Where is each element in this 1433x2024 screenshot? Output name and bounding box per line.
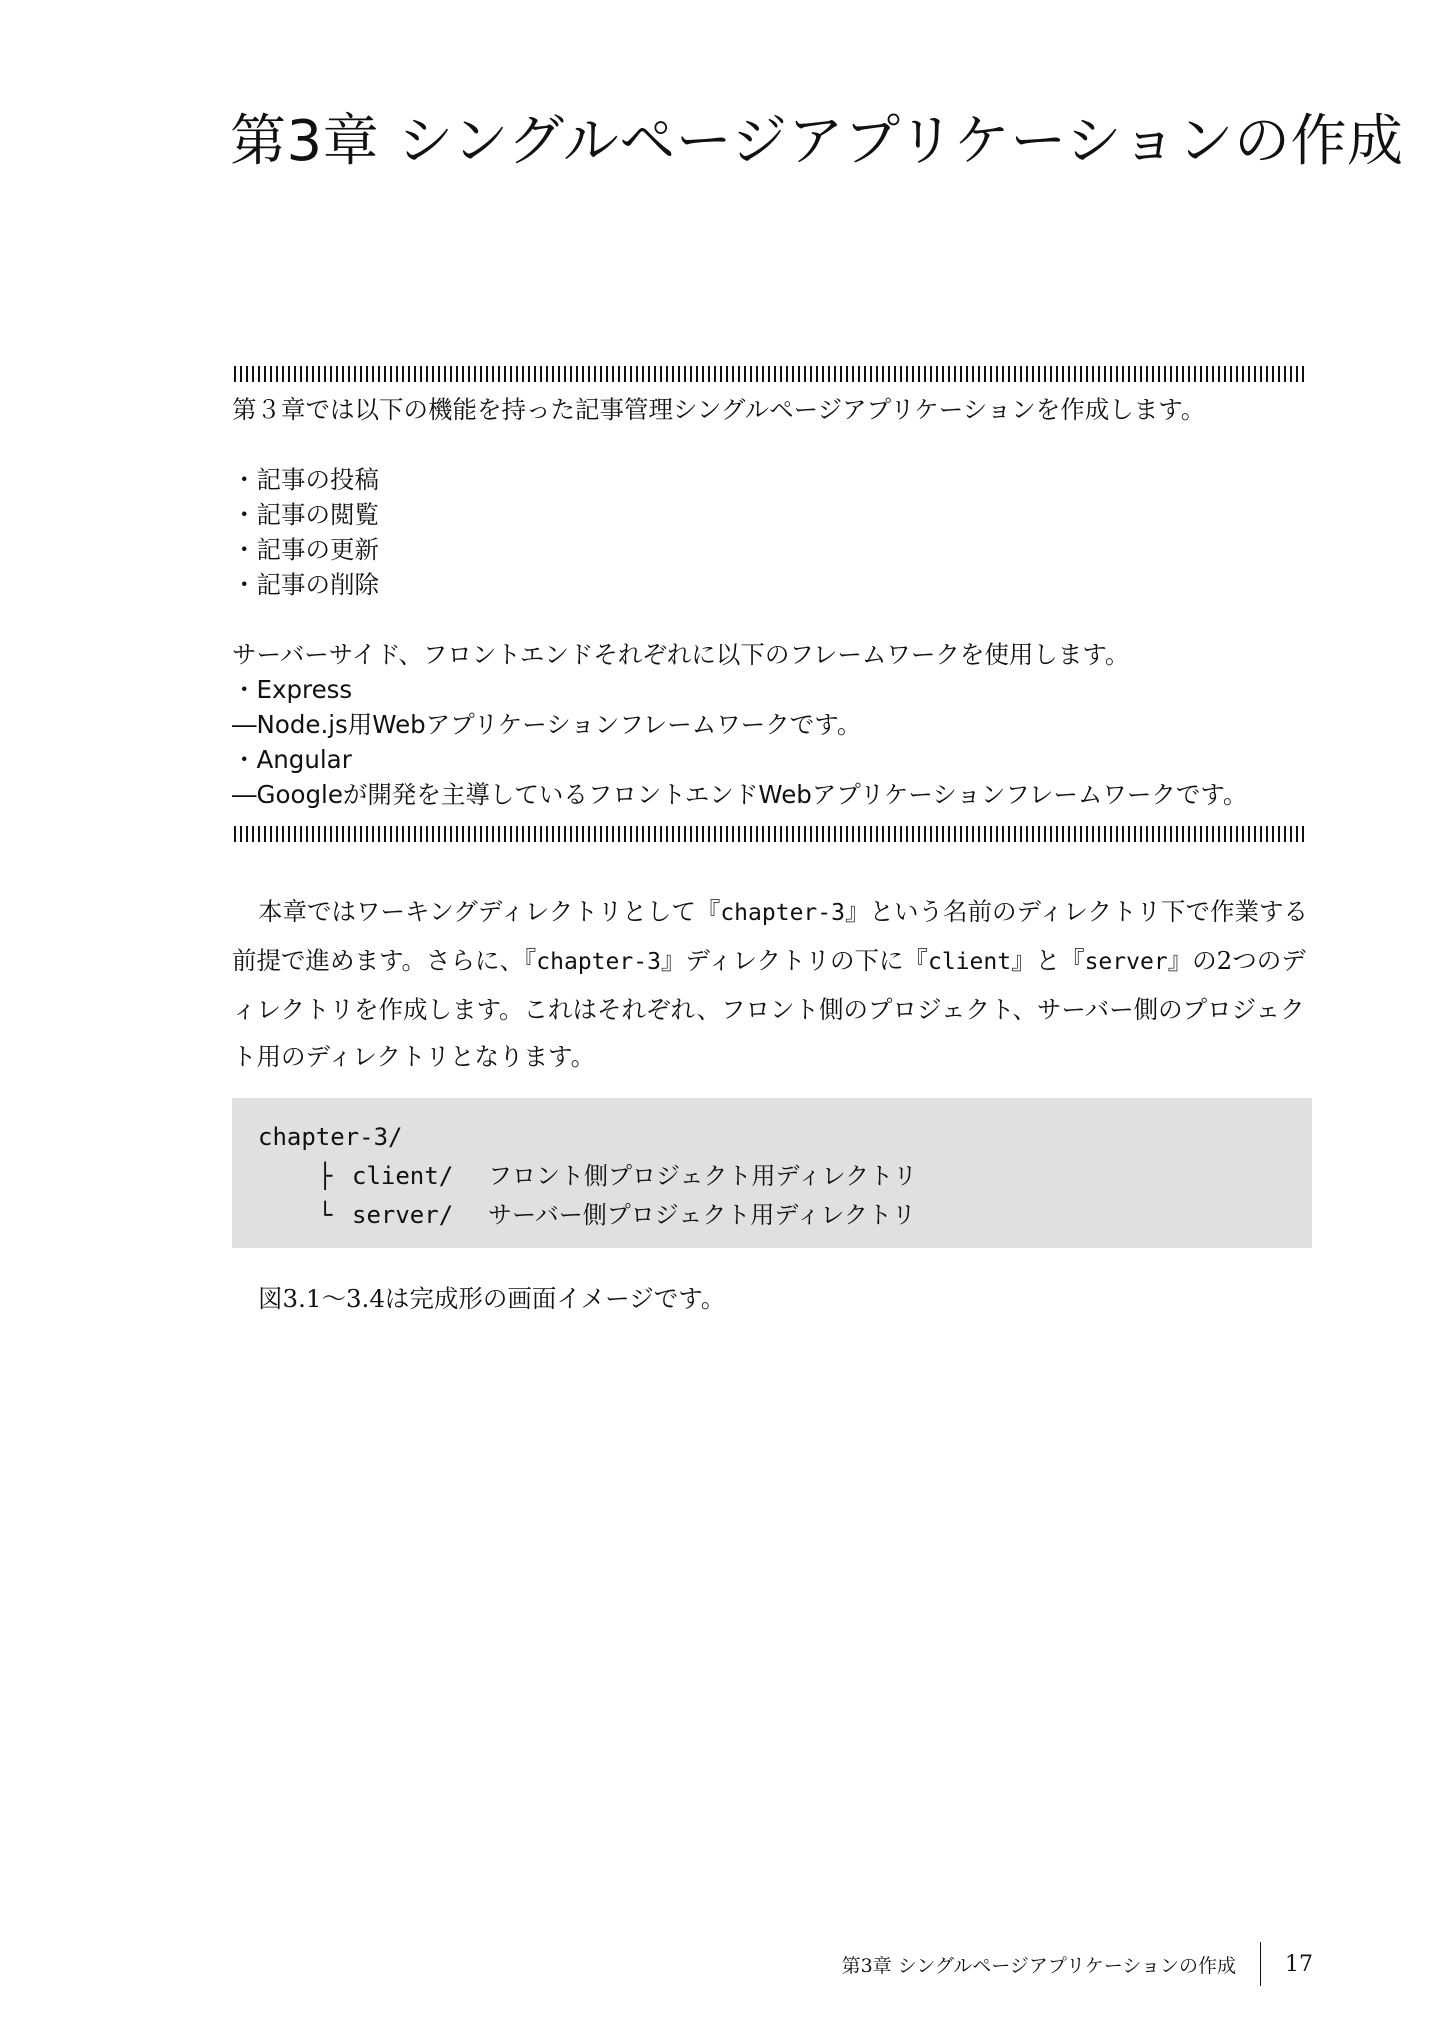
code-line — [258, 1157, 1312, 1196]
body-paragraph — [232, 888, 1312, 1080]
chapter-summary — [232, 392, 1312, 812]
tree-root: chapter-3/ — [258, 1123, 403, 1151]
spacer — [232, 602, 1312, 637]
body-text-segment: 』と『 — [1011, 946, 1085, 975]
code-line — [258, 1196, 1312, 1235]
directory-name: server — [1084, 949, 1168, 975]
body-text-segment: 』という名前のディレクトリ下で作業する前提で進めます。さらに、『 — [232, 897, 1309, 975]
directory-name: client — [927, 949, 1012, 975]
tree-entry-name: server/ — [352, 1201, 454, 1229]
framework-name: ・Angular — [232, 745, 352, 774]
summary-intro: 第３章では以下の機能を持った記事管理シングルページアプリケーションを作成します。 — [232, 395, 1206, 424]
figure-note: 図3.1〜3.4は完成形の画面イメージです。 — [258, 1284, 726, 1313]
directory-name: chapter-3 — [720, 900, 845, 926]
tree-entry-description: フロント側プロジェクト用ディレクトリ — [488, 1162, 918, 1190]
feature-item: ・記事の更新 — [232, 535, 379, 564]
directory-tree-code-block — [232, 1098, 1312, 1248]
frameworks-intro: サーバーサイド、フロントエンドそれぞれに以下のフレームワークを使用します。 — [232, 640, 1130, 669]
framework-desc: ―Googleが開発を主導しているフロントエンドWebアプリケーションフレームワークです。 — [232, 780, 1248, 809]
framework-desc: ―Node.js用Webアプリケーションフレームワークです。 — [232, 710, 862, 739]
body-text-segment: 本章ではワーキングディレクトリとして『 — [258, 897, 721, 926]
tree-branch-glyph: ├ — [318, 1162, 333, 1190]
feature-item: ・記事の閲覧 — [232, 500, 379, 529]
footer-running-title: 第3章 シングルページアプリケーションの作成 — [841, 1954, 1236, 1977]
feature-item: ・記事の削除 — [232, 570, 379, 599]
tree-branch-glyph: └ — [318, 1201, 333, 1229]
tree-entry-name: client/ — [352, 1162, 454, 1190]
tree-entry-description: サーバー側プロジェクト用ディレクトリ — [488, 1201, 916, 1229]
framework-name: ・Express — [232, 675, 353, 704]
page-number: 17 — [1285, 1951, 1313, 1977]
code-line — [258, 1118, 1312, 1157]
chapter-title: 第3章 シングルページアプリケーションの作成 — [230, 109, 1404, 174]
running-footer — [842, 1942, 1313, 1986]
footer-divider — [1260, 1942, 1261, 1986]
feature-item: ・記事の投稿 — [232, 465, 379, 494]
directory-name: chapter-3 — [536, 949, 661, 975]
summary-top-rule — [234, 366, 1307, 382]
spacer — [232, 427, 1312, 462]
summary-bottom-rule — [234, 826, 1307, 842]
body-text-segment: 』の2つのディレクトリを作成します。これはそれぞれ、フロント側のプロジェクト、サーバー側のプロジェクト用のディレクトリとなります。 — [232, 946, 1306, 1071]
body-text-segment: 』ディレクトリの下に『 — [660, 946, 928, 975]
